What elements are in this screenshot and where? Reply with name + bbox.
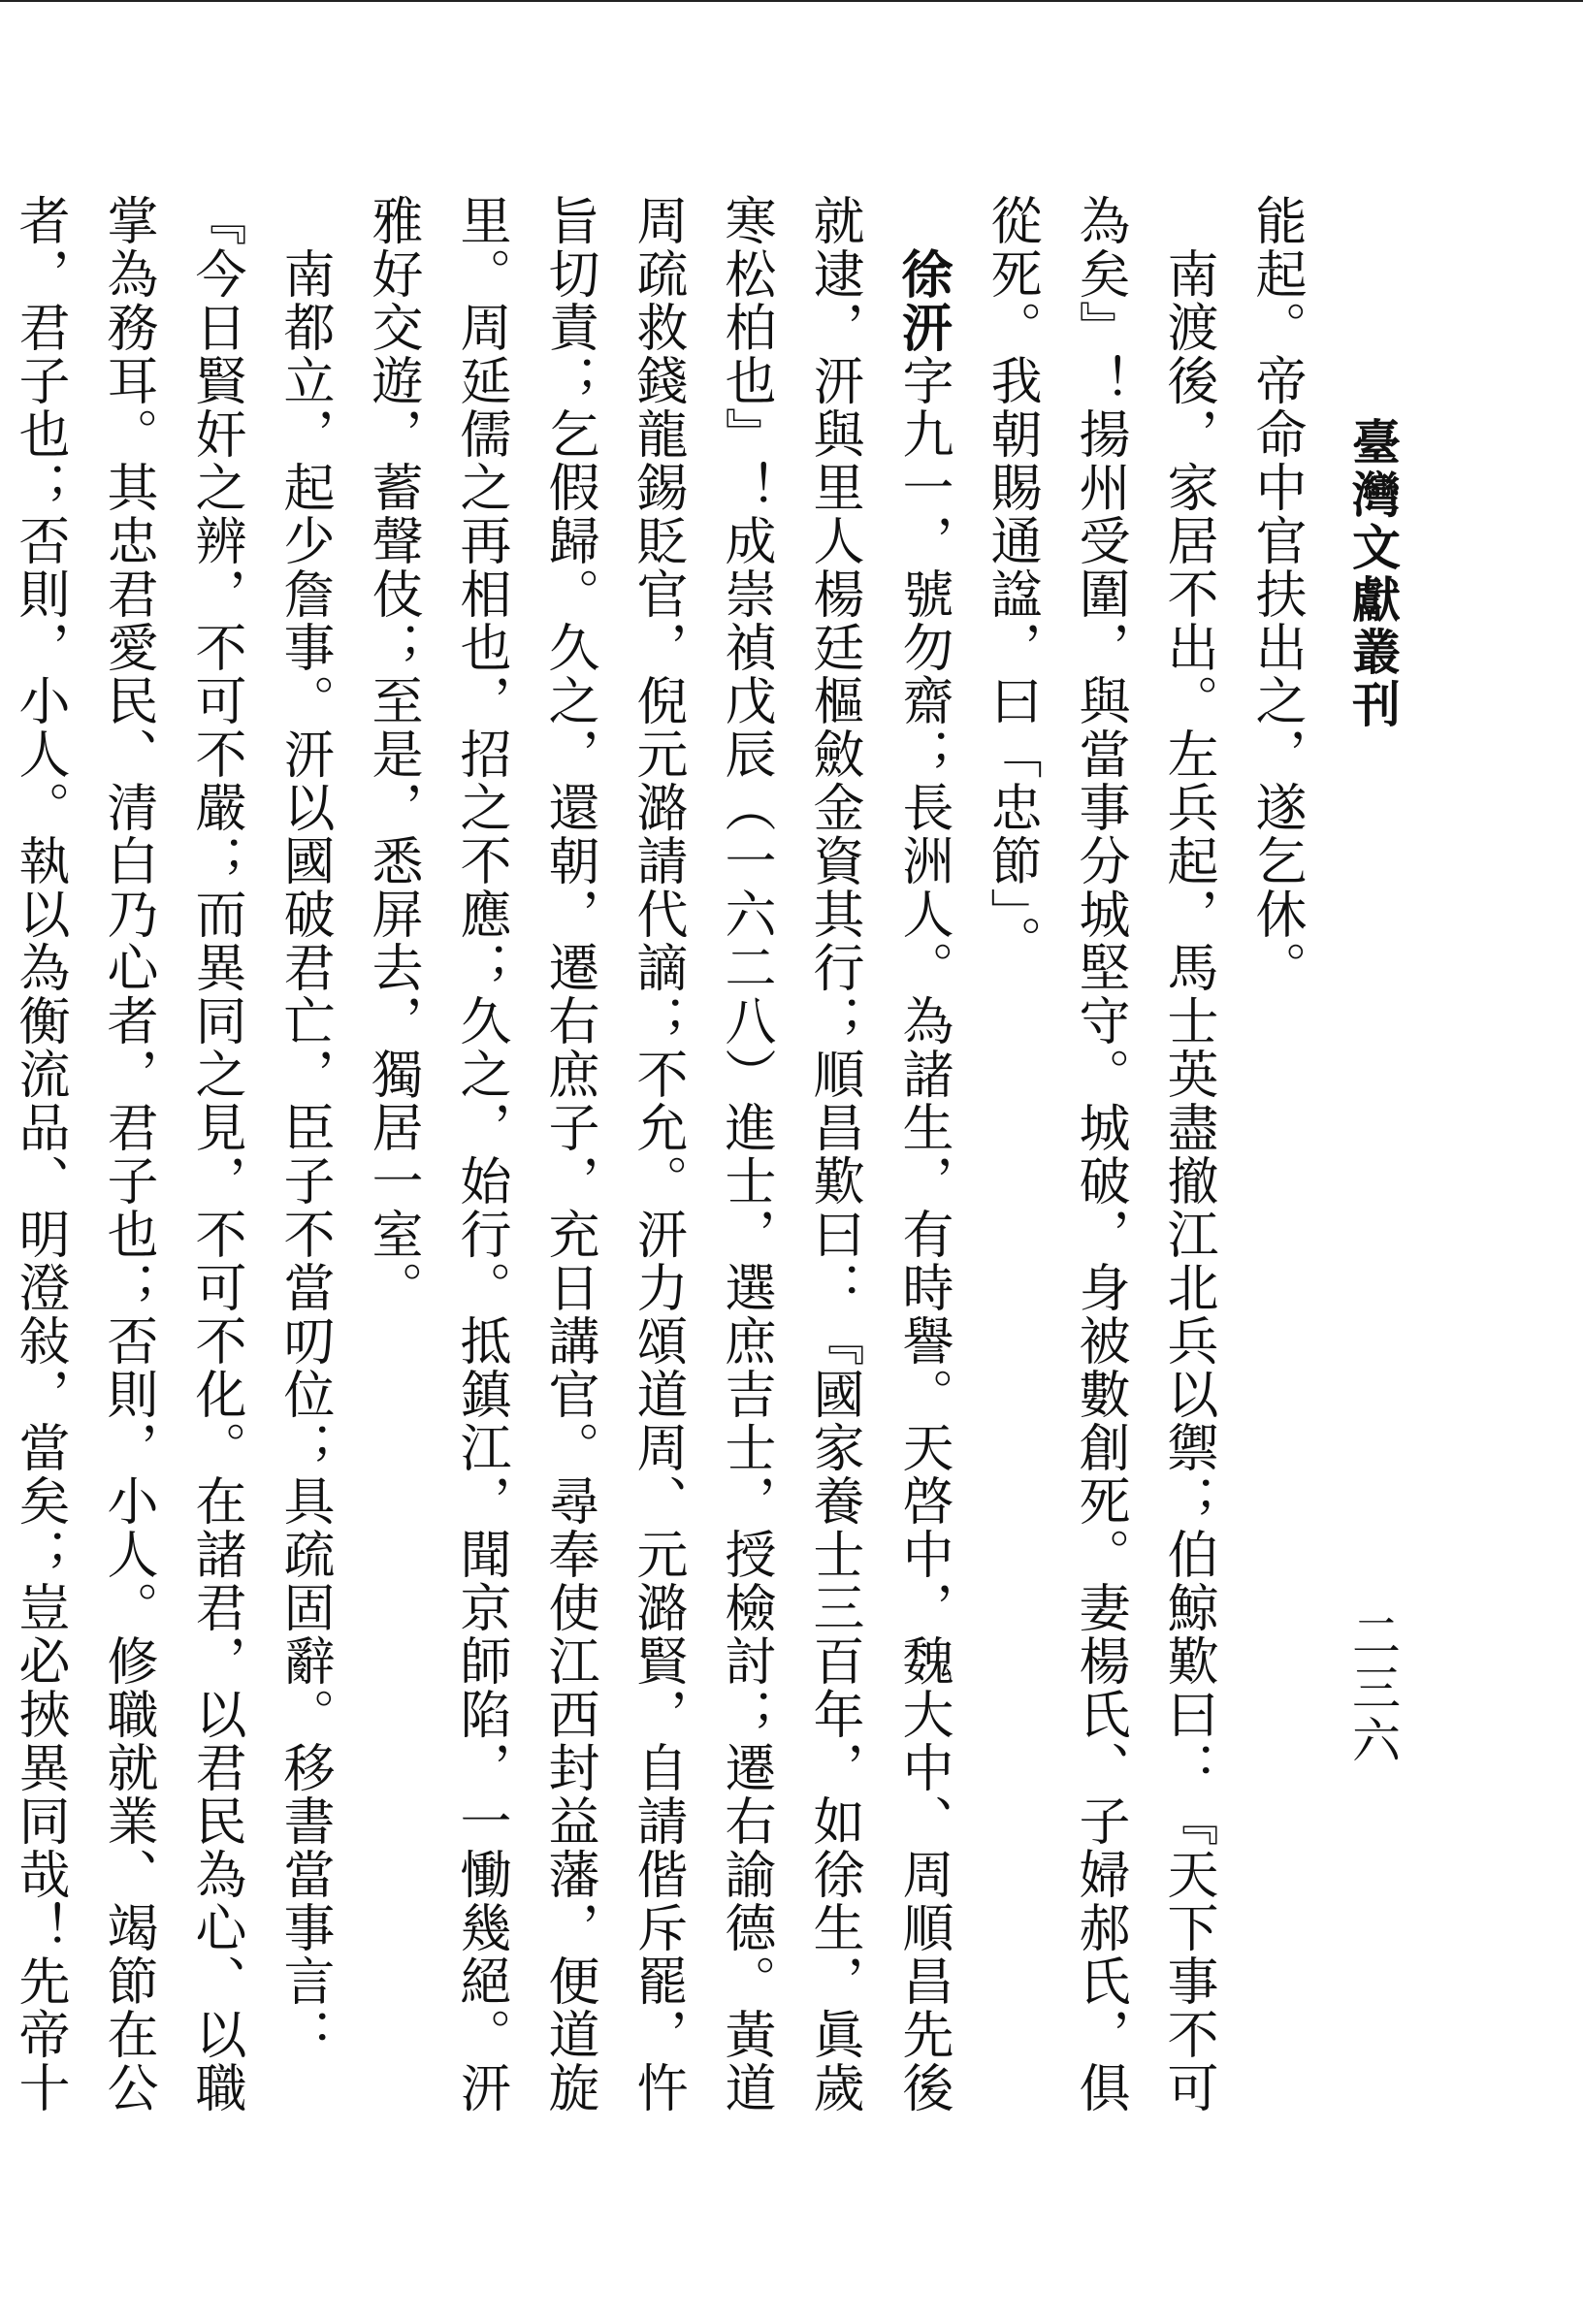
- paragraph-text: 字九一，號勿齋；長洲人。為諸生，有時譽。天啓中，魏大中、周順昌先後就逮，汧與里人楊廷樞斂金資其行；順昌歎曰：『國家養士三百年，如徐生，眞歲寒松柏也』！成崇禎戊辰（一六二八）進士，選庶吉士，授檢討；遷右諭德。黃道周疏救錢龍錫貶官，倪元潞請代謫；不允。汧力頌道周、元潞賢，自請偕斥罷，忤旨切責；乞假歸。久之，還朝，遷右庶子，充日講官。尋奉使江西封益藩，便道旋里。周延儒之再相也，招之不應；久之，始行。抵鎮江，聞京師陷，一慟幾絕。汧雅好交遊，蓄聲伎；至是，悉屏去，獨居一室。: [364, 194, 953, 2114]
- running-title: 臺灣文獻叢刊: [1344, 417, 1402, 731]
- top-border-rule: [0, 0, 1583, 2]
- paragraph-text: 南渡後，家居不出。左兵起，馬士英盡撤江北兵以禦；伯鯨歎曰：『天下事不可為矣』！揚州受圍，與當事分城堅守。城破，身被數創死。妻楊氏、子婦郝氏，俱從死。我朝賜通諡，曰「忠節」。: [983, 194, 1218, 2114]
- paragraph-text: 南都立，起少詹事。汧以國破君亡，臣子不當叨位；具疏固辭。移書當事言：『今日賢奸之辨，不可不嚴；而異同之見，不可不化。在諸君，以君民為心、以職掌為務耳。其忠君愛民、清白乃心者，君子也；否則，小人。修職就業、竭節在公者，君子也；否則，小人。執以為衡流品、明澄敍，當矣；豈必挾異同哉！先帝十: [11, 194, 335, 2114]
- paragraph: [968, 194, 1233, 2134]
- biography-name: 徐汧: [893, 247, 953, 354]
- paragraph-continuation: 能起。帝命中官扶出之，遂乞休。: [1247, 194, 1307, 994]
- page-number: 二三六: [1344, 1610, 1401, 1767]
- paragraph: [0, 194, 349, 2134]
- paragraph-biography: [349, 194, 968, 2134]
- main-text: [0, 194, 1321, 2134]
